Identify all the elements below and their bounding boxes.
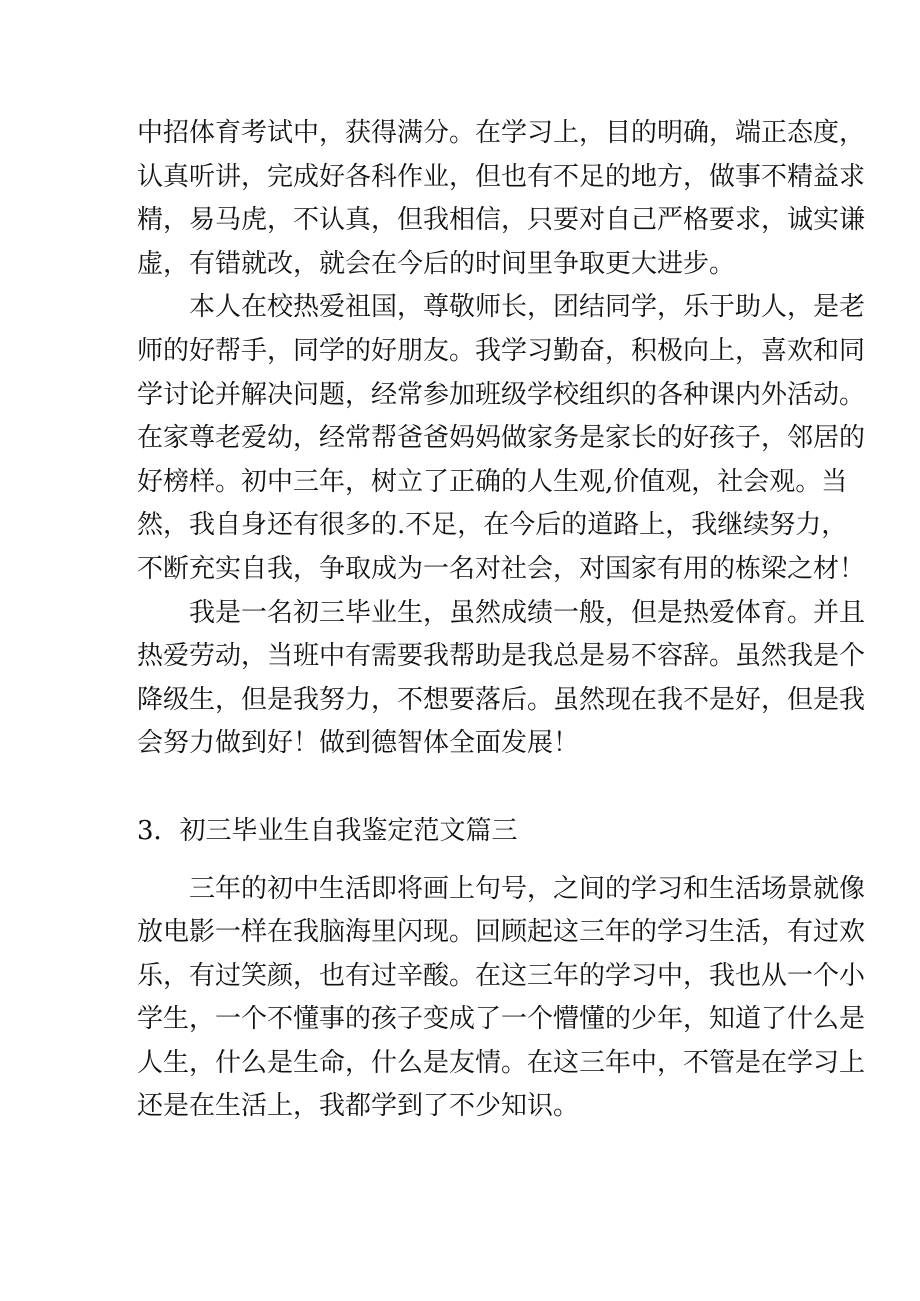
text-line: 精，易马虎，不认真，但我相信，只要对自己严格要求，诚实谦 bbox=[137, 205, 866, 236]
text-line: 师的好帮手，同学的好朋友。我学习勤奋，积极向上，喜欢和同 bbox=[137, 335, 866, 366]
section-heading: 3．初三毕业生自我鉴定范文篇三 bbox=[137, 815, 518, 846]
text-line: 乐，有过笑颜，也有过辛酸。在这三年的学习中，我也从一个小 bbox=[137, 960, 866, 991]
paragraph-school-conduct bbox=[137, 286, 866, 591]
paragraph-three-years bbox=[137, 868, 866, 1130]
text-line: 认真听讲，完成好各科作业，但也有不足的地方，做事不精益求 bbox=[137, 161, 866, 192]
text-line: 本人在校热爱祖国，尊敬师长，团结同学，乐于助人，是老 bbox=[189, 292, 866, 323]
text-line: 学生，一个不懂事的孩子变成了一个懵懂的少年，知道了什么是 bbox=[137, 1004, 866, 1035]
text-line: 还是在生活上，我都学到了不少知识。 bbox=[137, 1091, 580, 1122]
text-line: 三年的初中生活即将画上句号，之间的学习和生活场景就像 bbox=[189, 873, 866, 904]
text-line: 不断充实自我，争取成为一名对社会，对国家有用的栋梁之材！ bbox=[137, 553, 866, 584]
document-page bbox=[137, 112, 866, 1129]
text-line: 然，我自身还有很多的.不足，在今后的道路上，我继续努力， bbox=[137, 510, 848, 541]
text-line: 虚，有错就改，就会在今后的时间里争取更大进步。 bbox=[137, 248, 736, 279]
text-line: 放电影一样在我脑海里闪现。回顾起这三年的学习生活，有过欢 bbox=[137, 917, 866, 948]
text-line: 人生，什么是生命，什么是友情。在这三年中，不管是在学习上 bbox=[137, 1047, 866, 1078]
paragraph-continuation bbox=[137, 112, 866, 286]
text-line: 学讨论并解决问题，经常参加班级学校组织的各种课内外活动。 bbox=[137, 379, 866, 410]
text-line: 在家尊老爱幼，经常帮爸爸妈妈做家务是家长的好孩子，邻居的 bbox=[137, 423, 866, 454]
text-line: 中招体育考试中，获得满分。在学习上，目的明确，端正态度， bbox=[137, 118, 866, 148]
text-line: 热爱劳动，当班中有需要我帮助是我总是易不容辞。虽然我是个 bbox=[137, 641, 866, 672]
text-line: 我是一名初三毕业生，虽然成绩一般，但是热爱体育。并且 bbox=[189, 597, 866, 628]
paragraph-graduate-sports bbox=[137, 592, 866, 766]
text-line: 降级生，但是我努力，不想要落后。虽然现在我不是好，但是我 bbox=[137, 684, 866, 715]
text-line: 会努力做到好！做到德智体全面发展！ bbox=[137, 728, 580, 759]
text-line: 好榜样。初中三年，树立了正确的人生观,价值观，社会观。当 bbox=[137, 466, 848, 497]
